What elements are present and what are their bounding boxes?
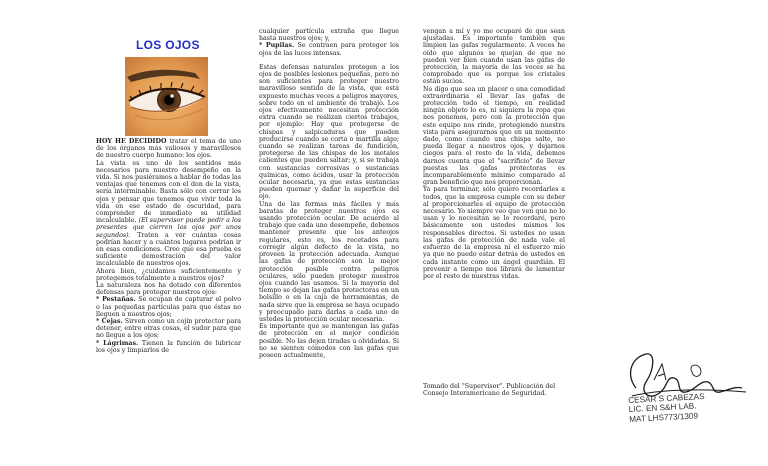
- bullet-cejas-text: Sirven como un cojín protector para detener, entre otras cosas, el sudor para que no llegue a los ojos;: [96, 318, 241, 340]
- protection-paragraph: Una de las formas más fáciles y más baratas de proteger nuestros ojos es usando protección ocular. De acuerdo al trabajo que cada uno desempeñe, debemos mantener presente que los anteojos regulares, esto es, los recetados para corregir algún defecto de la vista, no proveen la protección adecuada. Aunque las gafas de protección son la mejor protección posible contra peligros oculares, sólo pueden proteger nuestros ojos cuando las usamos. Si la mayoría del tiempo se dejan las gafas protectoras en un bolsillo o en la caja de herramientas, de nada sirve que la empresa se haya ocupado y preocupado para darlas a cada uno de ustedes la protección ocular necesaria.: [259, 200, 399, 323]
- stamp-line-name: CESAR S CABEZAS: [628, 391, 705, 405]
- sight-text-end: . Traten a ver cuántas cosas podrían hacer y a cuántos lugares podrían ir en esas condiciones. Creo que esa prueba es suficiente demostración del valor incalculable de nuestros ojos.: [96, 231, 241, 268]
- bullet-lagrimas-label: * Lágrimas.: [96, 339, 139, 347]
- source-credit: Tomado del "Supervisor". Publicación del Consejo Interamericano de Seguridad.: [423, 383, 556, 398]
- intro-text: tratar el tema de uno de los órganos más valiosos y maravillosos de nuestro cuerpo humano: los ojos.: [96, 138, 242, 160]
- professional-stamp: [628, 392, 706, 424]
- bullet-pestanas: [96, 296, 241, 318]
- bullet-pestanas-text: Se ocupan de capturar el polvo o las pequeñas partículas para que éstas no lleguen a nuestros ojos;: [96, 296, 241, 318]
- maintenance-paragraph: Es importante que se mantengan las gafas de protección en el mejor condición posible. No las dejen tiradas u olvidadas. Si no se sienten cómodos con las gafas que poseen actualmente,: [259, 323, 399, 359]
- defenses-paragraph: Estas defensas naturales protegen a los ojos de posibles lesiones pequeñas, pero no son suficientes para proteger nuestro maravilloso sentido de la vista, que está expuesto muchas veces a peligros mayores, sobre todo en el ambiente de trabajo. Los ojos efectivamente necesitan protección extra cuando se realizan ciertos trabajos, por ejemplo: Hay que protegerse de chispas y salpicaduras que pueden producirse cuando se corta o martilla algo; cuando se realizan tareas de fundición, protegerse de las chispas de los metales calientes que pueden saltar; y, si se trabaja con sustancias corrosivas o sustancias químicas, como ácidos, usar la protección ocular necesaria, ya que estas sustancias pueden quemar y dañar la superficie del ojo.: [259, 63, 399, 201]
- handwritten-signature: [596, 336, 756, 442]
- document-title: LOS OJOS: [136, 38, 200, 52]
- stamp-line-title: LIC. EN S&H LAB.: [628, 401, 697, 415]
- bullet-pupilas-label: * Pupilas.: [259, 42, 295, 50]
- bullet-pupilas: [259, 42, 399, 56]
- sight-paragraph: [96, 160, 241, 268]
- bullet-pupilas-text: Se contraen para proteger los ojos de las luces intensas.: [259, 42, 399, 57]
- stamp-line-registration: MAT LHS773/1309: [628, 411, 699, 424]
- eye-illustration: [125, 57, 208, 136]
- bullet-pestanas-label: * Pestañas.: [96, 296, 136, 304]
- closing-paragraph: Ya para terminar, sólo quiero recordarles a todos, que la empresa cumple con su deber al proporcionarles el equipo de protección necesario. Yo siempre veo que ven que no lo usan y lo necesitan se lo recordaré, pero básicamente son ustedes mismos los responsables directos. Si ustedes no usan las gafas de protección de nada vale el esfuerzo de la empresa ni el esfuerzo mío ya que no puedo estar detrás de ustedes en cada instante como un ángel guardián. El prevenir a tiempo nos librará de lamentar por el resto de nuestras vidas.: [423, 186, 565, 280]
- column-one: [96, 138, 241, 354]
- column-three: [423, 28, 565, 280]
- lagrimas-continued: cualquier partícula extraña que llegue hasta nuestros ojos; y,: [259, 28, 399, 43]
- supervisor-note: (El supervisor puede pedir a los presentes que cierren los ojos por unos segundos): [96, 217, 241, 239]
- bullet-lagrimas-text: Tienen la función de lubricar los ojos y limpiarlos de: [96, 339, 241, 354]
- column-two: [259, 28, 399, 359]
- comfort-paragraph: No digo que sea un placer o una comodidad extraordinaria el llevar las gafas de protección todo el tiempo, en realidad ningún objeto lo es, ni siquiera la ropa que nos ponemos, pero con la protección que este equipo nos rinde, protegiendo nuestra vista para asegurarnos que en un momento dado, como cuando una chispa salte, no pueda llegar a nuestros ojos, y dejarnos ciegos para el resto de la vida, debemos darnos cuenta que el "sacrificio" de llevar puestas las gafas protectoras es incomparablemente mínimo comparado al gran beneficio que nos proporcionan.: [423, 85, 565, 187]
- bullet-cejas-label: * Cejas.: [96, 318, 123, 326]
- sight-text: La vista es uno de los sentidos más necesarios para nuestro desempeño en la vida. Si nos pusiéramos a hablar de todas las ventajas que tenemos con el don de la vista, sería interminable. Basta sólo con cerrar los ojos y pensar que tenemos que vivir toda la vida en ese estado de oscuridad, para comprender de inmediato su utilidad incalculable.: [96, 159, 241, 225]
- adjustment-paragraph: vengan a mí y yo me ocuparé de que sean ajustadas. Es importante también que limpien las gafas regularmente. A veces he oído que algunos se quejan de que no pueden ver bien cuando usan las gafas de protección, la mayoría de las veces se ha comprobado que es porque los cristales están sucios.: [423, 28, 565, 86]
- bullet-cejas: [96, 318, 241, 340]
- question-paragraph: Ahora bien, ¿cuidamos suficientemente y protegemos totalmente a nuestros ojos?: [96, 267, 241, 282]
- intro-paragraph: [96, 138, 241, 160]
- nature-paragraph: La naturaleza nos ha dotado con diferentes defensas para proteger nuestros ojos:: [96, 282, 241, 297]
- intro-bold-text: HOY HE DECIDIDO: [96, 138, 167, 145]
- bullet-lagrimas: [96, 340, 241, 354]
